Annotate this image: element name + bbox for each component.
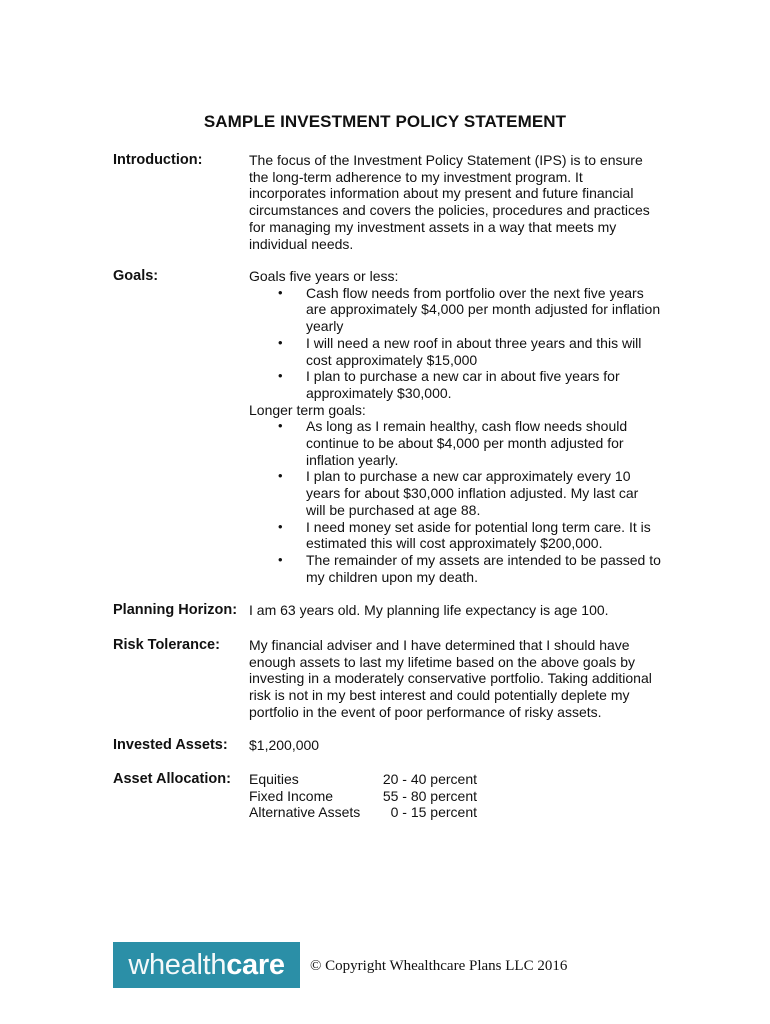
text-line: investing in a moderately conservative portfolio. Taking additional [249, 670, 652, 687]
text-line: individual needs. [249, 235, 354, 252]
list-item [249, 552, 669, 585]
text-line: As long as I remain healthy, cash flow needs should [306, 418, 628, 435]
text-line: incorporates information about my present and future financial [249, 185, 634, 202]
text-line: The focus of the Investment Policy Statement (IPS) is to ensure [249, 152, 643, 168]
long-term-goals-heading: Longer term goals: [249, 401, 366, 418]
text-line: the long-term adherence to my investment program. It [249, 168, 583, 185]
goals-label: Goals: [113, 268, 159, 284]
list-item [249, 468, 669, 518]
goals-body [249, 268, 669, 585]
list-item [249, 519, 669, 552]
list-item [249, 335, 669, 368]
short-term-goals-heading: Goals five years or less: [249, 268, 399, 284]
introduction-label: Introduction: [113, 152, 203, 168]
text-line: enough assets to last my lifetime based on the above goals by [249, 653, 636, 670]
text-line: The remainder of my assets are intended to be passed to [306, 551, 661, 568]
risk-tolerance-label: Risk Tolerance: [113, 637, 220, 653]
text-line: I plan to purchase a new car approximately every 10 [306, 468, 631, 485]
text-line: I will need a new roof in about three years and this will [306, 334, 642, 351]
bullet-icon: • [278, 334, 283, 350]
list-item [249, 285, 669, 335]
text-line: cost approximately $15,000 [306, 351, 478, 368]
allocation-row [249, 788, 669, 805]
allocation-asset: Equities [249, 771, 299, 787]
whealthcare-logo [113, 942, 300, 988]
text-line: inflation yearly. [306, 451, 399, 468]
planning-horizon-text [249, 602, 669, 619]
text-line: portfolio in the event of poor performance of risky assets. [249, 703, 602, 720]
asset-allocation-label: Asset Allocation: [113, 771, 231, 787]
short-term-goals-list [249, 285, 669, 402]
text-line: I need money set aside for potential long term care. It is [306, 518, 651, 535]
text-line: estimated this will cost approximately $200,000. [306, 535, 603, 552]
allocation-row [249, 771, 669, 788]
allocation-row [249, 804, 669, 821]
text-line: for managing my investment assets in a way that meets my [249, 218, 617, 235]
bullet-icon: • [278, 368, 283, 384]
text-line: Cash flow needs from portfolio over the next five years [306, 284, 644, 301]
bullet-icon: • [278, 518, 283, 534]
text-line: approximately $30,000. [306, 384, 452, 401]
text-line: my children upon my death. [306, 568, 478, 585]
introduction-text [249, 152, 669, 252]
logo-text-part2: care [226, 949, 285, 981]
text-line: I am 63 years old. My planning life expectancy is age 100. [249, 602, 609, 618]
bullet-icon: • [278, 418, 283, 434]
text-line: years for about $30,000 inflation adjusted. My last car [306, 485, 639, 502]
allocation-asset: Alternative Assets [249, 804, 361, 821]
risk-tolerance-text [249, 637, 669, 721]
invested-assets-label: Invested Assets: [113, 737, 228, 753]
asset-allocation-table [249, 771, 669, 821]
text-line: are approximately $4,000 per month adjusted for inflation [306, 301, 661, 318]
text-line: I plan to purchase a new car in about five years for [306, 368, 620, 385]
bullet-icon: • [278, 551, 283, 567]
document-title: SAMPLE INVESTMENT POLICY STATEMENT [203, 112, 567, 131]
allocation-asset: Fixed Income [249, 787, 334, 804]
list-item [249, 368, 669, 401]
bullet-icon: • [278, 284, 283, 300]
allocation-range: 20 - 40 percent [382, 771, 477, 787]
text-line: $1,200,000 [249, 737, 320, 753]
list-item [249, 418, 669, 468]
allocation-range: 0 - 15 percent [390, 804, 477, 821]
copyright-notice: © Copyright Whealthcare Plans LLC 2016 [310, 958, 568, 974]
footer [113, 942, 673, 989]
text-line: yearly [306, 318, 344, 335]
text-line: will be purchased at age 88. [306, 501, 481, 518]
allocation-range: 55 - 80 percent [382, 787, 477, 804]
text-line: circumstances and covers the policies, procedures and practices [249, 202, 650, 219]
planning-horizon-label: Planning Horizon: [113, 602, 238, 618]
text-line: risk is not in my best interest and could potentially deplete my [249, 687, 630, 704]
bullet-icon: • [278, 468, 283, 484]
logo-text-part1: whealth [128, 949, 227, 981]
invested-assets-value [249, 737, 669, 754]
text-line: continue to be about $4,000 per month adjusted for [306, 435, 624, 452]
text-line: My financial adviser and I have determined that I should have [249, 637, 630, 653]
long-term-goals-list [249, 418, 669, 585]
